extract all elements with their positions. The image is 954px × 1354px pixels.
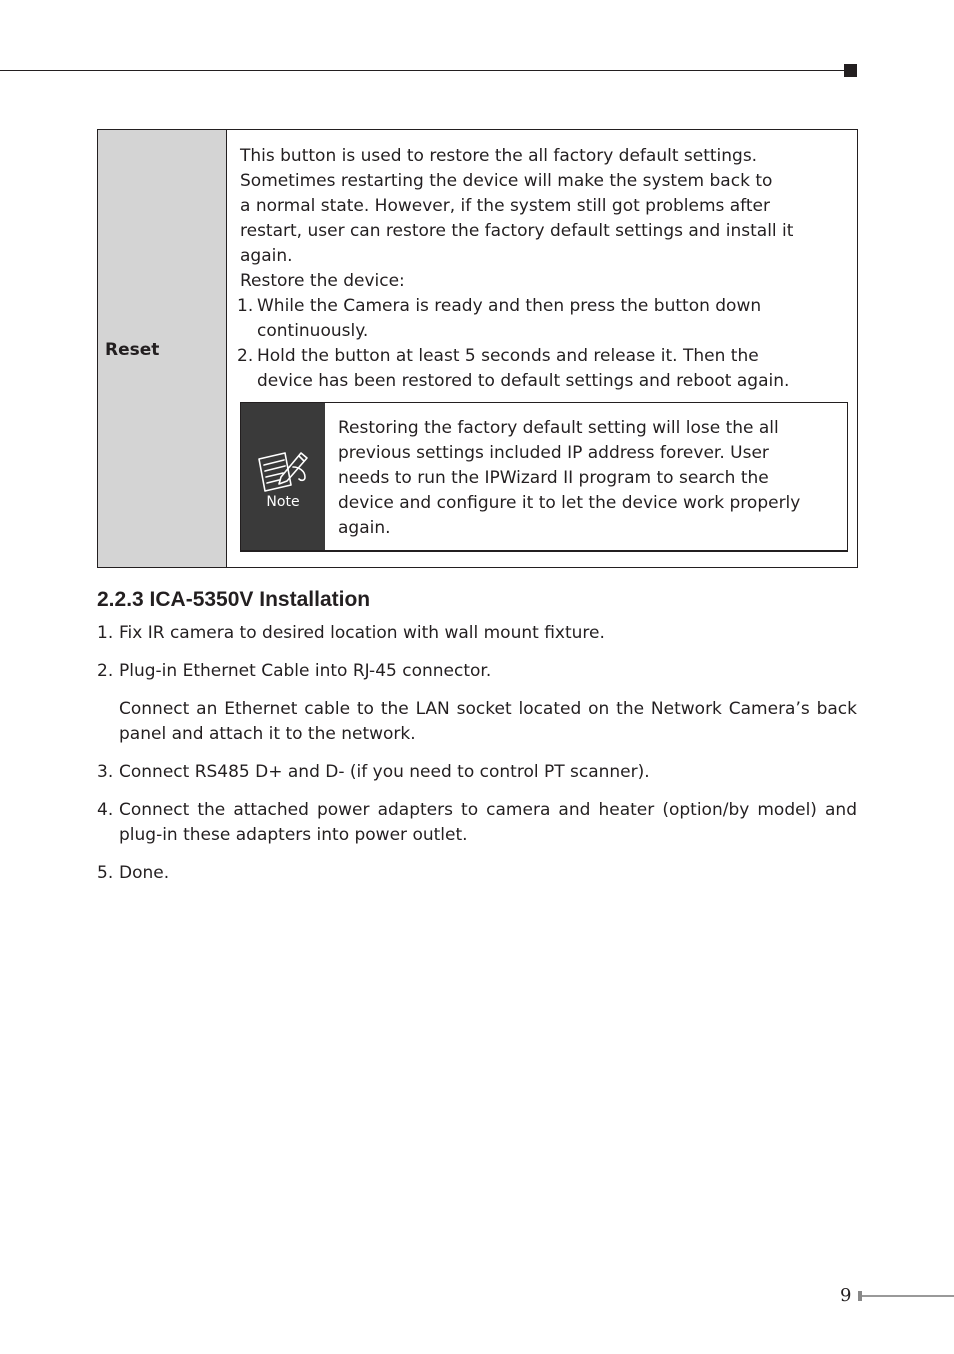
note-sidebar xyxy=(241,403,325,550)
description-line: Sometimes restarting the device will make the system back to xyxy=(240,171,773,191)
step-number: 1. xyxy=(237,296,254,316)
footer-rule xyxy=(862,1295,954,1297)
reset-description xyxy=(237,144,840,394)
note-line: previous settings included IP address forever. User xyxy=(338,443,769,463)
step-line: While the Camera is ready and then press the button down xyxy=(257,296,762,316)
list-item xyxy=(97,621,857,646)
description-line: a normal state. However, if the system still got problems after xyxy=(240,196,770,216)
item-number: 2. xyxy=(97,661,114,681)
header-square-marker xyxy=(844,64,857,77)
step-line: device has been restored to default settings and reboot again. xyxy=(257,371,790,391)
note-box xyxy=(240,402,848,552)
description-line: restart, user can restore the factory default settings and install it xyxy=(240,221,794,241)
note-line: needs to run the IPWizard II program to search the xyxy=(338,468,769,488)
note-line: device and configure it to let the device work properly xyxy=(338,493,801,513)
reset-label: Reset xyxy=(105,340,160,360)
item-text: Connect RS485 D+ and D- (if you need to control PT scanner). xyxy=(119,762,650,782)
description-line: This button is used to restore the all factory default settings. xyxy=(240,146,758,166)
section-heading: 2.2.3 ICA-5350V Installation xyxy=(97,588,371,611)
item-text: Fix IR camera to desired location with wall mount fixture. xyxy=(119,623,605,643)
list-item xyxy=(97,659,857,684)
list-item xyxy=(97,760,857,785)
header-rule xyxy=(0,70,846,71)
item-number: 5. xyxy=(97,863,114,883)
item-text: Plug-in Ethernet Cable into RJ-45 connector. xyxy=(119,661,492,681)
note-line: Restoring the factory default setting will lose the all xyxy=(338,418,779,438)
page-number: 9 xyxy=(840,1285,852,1306)
note-text xyxy=(338,416,838,541)
step-number: 2. xyxy=(237,346,254,366)
item-number: 1. xyxy=(97,623,114,643)
list-item-detail: Connect an Ethernet cable to the LAN socket located on the Network Camera’s back panel and attach it to the network. xyxy=(119,699,857,744)
item-number: 4. xyxy=(97,800,114,820)
note-label: Note xyxy=(266,494,300,510)
reset-table xyxy=(97,129,858,568)
item-text: Connect the attached power adapters to camera and heater (option/by model) and plug-in these adapters into power outlet. xyxy=(119,800,857,845)
restore-step xyxy=(237,344,840,394)
restore-step xyxy=(237,294,840,344)
installation-steps xyxy=(97,621,857,899)
note-line: again. xyxy=(338,518,391,538)
list-item xyxy=(97,798,857,848)
description-line: again. xyxy=(240,246,293,266)
description-line: Restore the device: xyxy=(240,271,405,291)
note-pen-icon xyxy=(255,447,311,495)
restore-steps xyxy=(237,294,840,394)
step-line: continuously. xyxy=(257,321,369,341)
item-number: 3. xyxy=(97,762,114,782)
step-line: Hold the button at least 5 seconds and release it. Then the xyxy=(257,346,759,366)
reset-label-cell xyxy=(98,130,227,567)
list-item xyxy=(97,861,857,886)
item-text: Done. xyxy=(119,863,170,883)
